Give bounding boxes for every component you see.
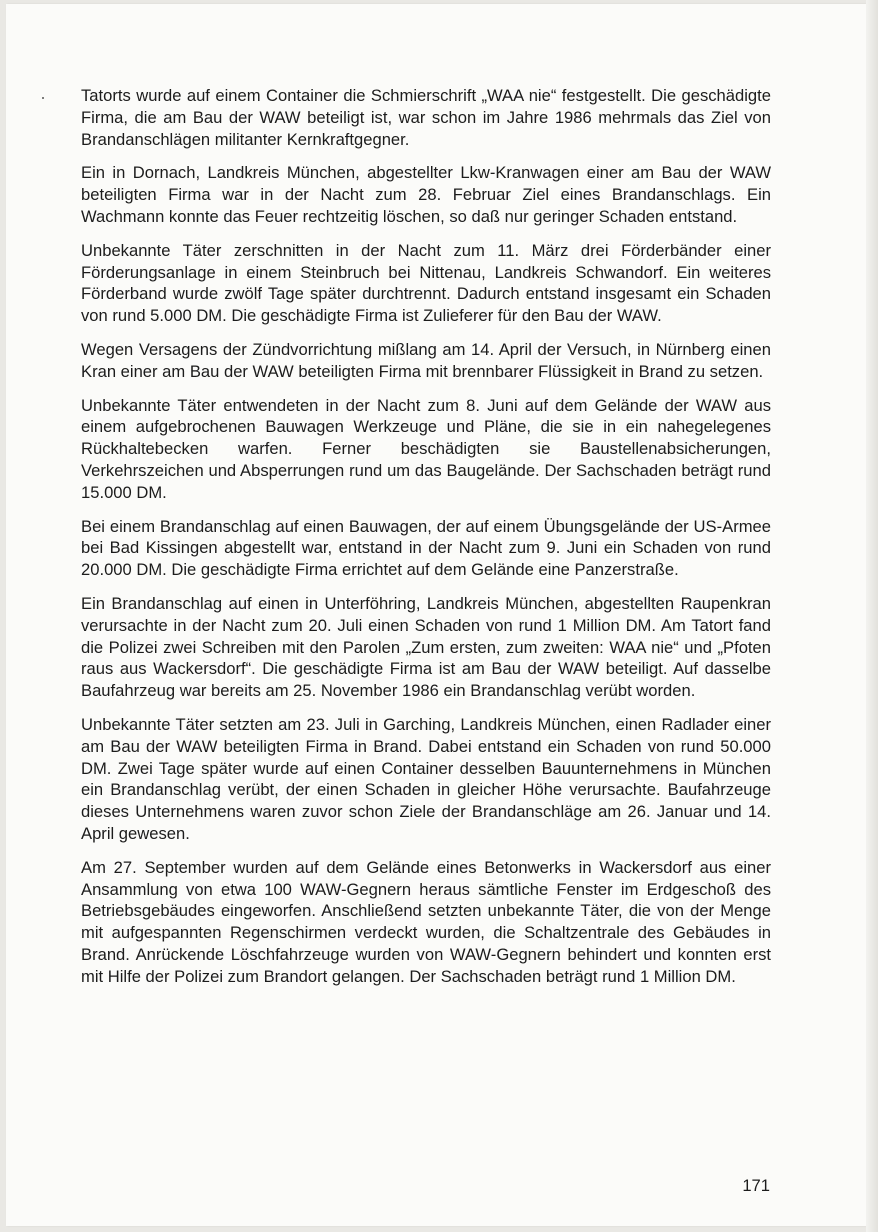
page-edge-shadow (866, 0, 878, 1232)
page-number: 171 (742, 1176, 770, 1195)
paragraph-8: Unbekannte Täter setzten am 23. Juli in Garching, Landkreis München, einen Radlader einer am Bau der WAW beteiligten Firma in Brand. Dabei entstand ein Schaden von rund 50.000 DM. Zwei Tage später wurde auf einen Container desselben Bauunternehmens in München ein Brandanschlag verübt, der einen Schaden in gleicher Höhe verursachte. Baufahrzeuge dieses Unternehmens waren zuvor schon Ziele der Brandanschläge am 26. Januar und 14. April gewesen. (81, 714, 771, 843)
paragraph-1: Tatorts wurde auf einem Container die Schmierschrift „WAA nie“ festgestellt. Die geschädigte Firma, die am Bau der WAW beteiligt ist, war schon im Jahre 1986 mehrmals das Ziel von Brandanschlägen militanter Kernkraftgegner. (81, 86, 771, 149)
scan-speck (42, 97, 44, 99)
paragraph-9: Am 27. September wurden auf dem Gelände eines Betonwerks in Wackersdorf aus einer Ansammlung von etwa 100 WAW-Gegnern heraus sämtliche Fenster im Erdgeschoß des Betriebsgebäudes eingeworfen. Anschließend setzten unbekannte Täter, die von der Menge mit aufgespannten Regenschirmen verdeckt wurden, die Schaltzentrale des Gebäudes in Brand. Anrückende Löschfahrzeuge wurden von WAW-Gegnern behindert und konnten erst mit Hilfe der Polizei zum Brandort gelangen. Der Sachschaden beträgt rund 1 Million DM. (81, 857, 771, 986)
paragraph-3: Unbekannte Täter zerschnitten in der Nacht zum 11. März drei Förderbänder einer Förderungsanlage in einem Steinbruch bei Nittenau, Landkreis Schwandorf. Ein weiteres Förderband wurde zwölf Tage später durchtrennt. Dadurch entstand insgesamt ein Schaden von rund 5.000 DM. Die geschädigte Firma ist Zulieferer für den Bau der WAW. (81, 240, 771, 326)
paragraph-7: Ein Brandanschlag auf einen in Unterföhring, Landkreis München, abgestellten Raupenkran verursachte in der Nacht zum 20. Juli einen Schaden von rund 1 Million DM. Am Tatort fand die Polizei zwei Schreiben mit den Parolen „Zum ersten, zum zweiten: WAA nie“ und „Pfoten raus aus Wackersdorf“. Die geschädigte Firma ist am Bau der WAW beteiligt. Auf dasselbe Baufahrzeug war bereits am 25. November 1986 ein Brandanschlag verübt worden. (81, 593, 771, 701)
paragraph-4: Wegen Versagens der Zündvorrichtung mißlang am 14. April der Versuch, in Nürnberg einen Kran einer am Bau der WAW beteiligten Firma mit brennbarer Flüssigkeit in Brand zu setzen. (81, 339, 771, 381)
document-body (81, 85, 771, 999)
paragraph-2: Ein in Dornach, Landkreis München, abgestellter Lkw-Kranwagen einer am Bau der WAW beteiligten Firma war in der Nacht zum 28. Februar Ziel eines Brandanschlags. Ein Wachmann konnte das Feuer rechtzeitig löschen, so daß nur geringer Schaden entstand. (81, 163, 771, 226)
paragraph-5: Unbekannte Täter entwendeten in der Nacht zum 8. Juni auf dem Gelände der WAW aus einem aufgebrochenen Bauwagen Werkzeuge und Pläne, die sie in ein nahegelegenes Rückhaltebecken warfen. Ferner beschädigten sie Baustellenabsicherungen, Verkehrszeichen und Absperrungen rund um das Baugelände. Der Sachschaden beträgt rund 15.000 DM. (81, 395, 771, 502)
paragraph-6: Bei einem Brandanschlag auf einen Bauwagen, der auf einem Übungsgelände der US-Armee bei Bad Kissingen abgestellt war, entstand in der Nacht zum 9. Juni ein Schaden von rund 20.000 DM. Die geschädigte Firma errichtet auf dem Gelände eine Panzerstraße. (81, 516, 771, 580)
